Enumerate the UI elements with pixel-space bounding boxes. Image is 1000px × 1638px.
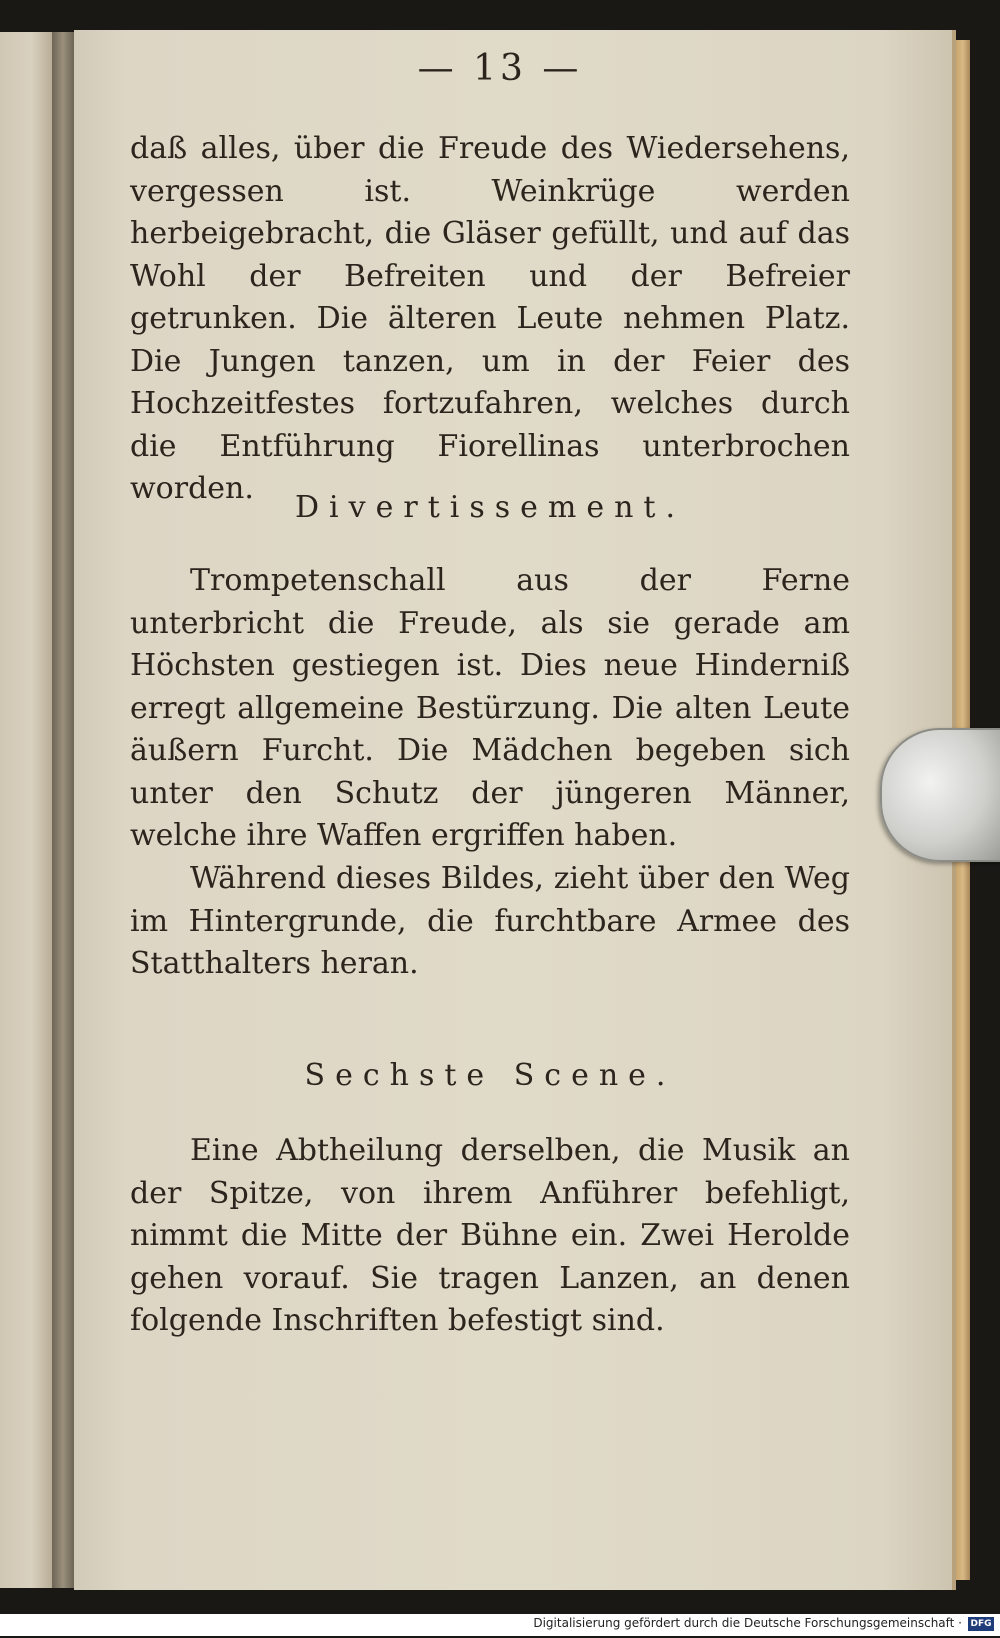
paragraph-1-text: daß alles, über die Freude des Wiedersehens, vergessen ist. Weinkrüge werden herbeigebracht, die Gläser gefüllt, und auf das Wohl der Befreiten und der Befreier getrunken. Die älteren Leute nehmen Platz. Die Jungen tanzen, um in der Feier des Hochzeitfestes fortzufahren, welches durch die Entführung Fiorellinas unterbrochen worden.: [130, 131, 850, 506]
paragraph-2: [130, 560, 850, 858]
paragraph-4-text: Eine Abtheilung derselben, die Musik an der Spitze, von ihrem Anführer befehligt, nimmt die Mitte der Bühne ein. Zwei Herolde gehen vorauf. Sie tragen Lanzen, an denen folgende Inschriften befestigt sind.: [130, 1133, 850, 1338]
heading-divertissement: Divertissement.: [295, 490, 685, 525]
page-clip: [880, 728, 1000, 862]
page-number: — 13 —: [417, 48, 583, 89]
left-page-edge: [0, 32, 54, 1588]
paragraph-2-text: Trompetenschall aus der Ferne unterbricht die Freude, als sie gerade am Höchsten gestiegen ist. Dies neue Hinderniß erregt allgemeine Bestürzung. Die alten Leute äußern Furcht. Die Mädchen begeben sich unter den Schutz der jüngeren Männer, welche ihre Waffen ergriffen haben.: [130, 563, 850, 853]
paragraph-3-text: Während dieses Bildes, zieht über den Weg im Hintergrunde, die furchtbare Armee des Statthalters heran.: [130, 861, 850, 981]
book-spine: [52, 32, 74, 1588]
heading-sechste-scene: Sechste Scene.: [304, 1058, 676, 1093]
dfg-logo: DFG: [968, 1617, 994, 1631]
paragraph-1: [130, 128, 850, 511]
footer-credit: Digitalisierung gefördert durch die Deutsche Forschungsgemeinschaft ·: [533, 1616, 962, 1630]
paragraph-3: [130, 858, 850, 986]
footer-bar: [0, 1614, 1000, 1636]
paragraph-4: [130, 1130, 850, 1343]
